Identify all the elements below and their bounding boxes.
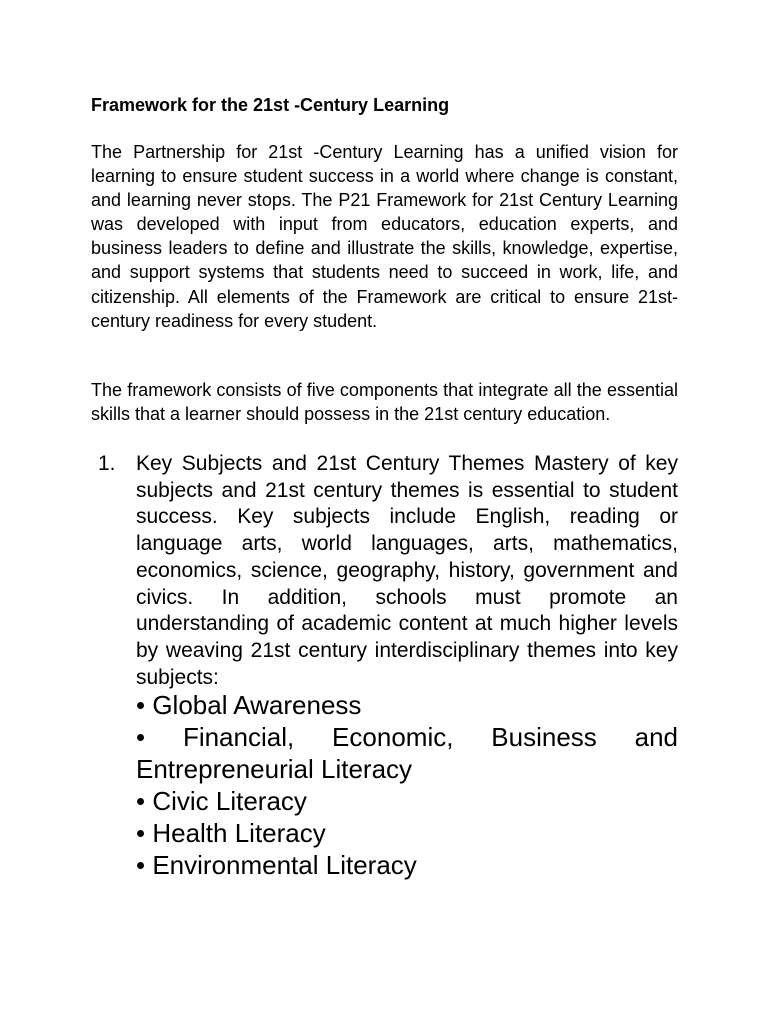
- document-title: Framework for the 21st -Century Learning: [91, 95, 450, 115]
- list-item-text: Key Subjects and 21st Century Themes Mastery of key subjects and 21st century themes is essential to student success. Key subjects include English, reading or language arts, world languages, arts, mathematics, economics, science, geography, history, government and civics. In addition, schools must promote an understanding of academic content at much higher levels by weaving 21st century interdisciplinary themes into key subjects:: [136, 452, 678, 689]
- components-list: [91, 451, 678, 691]
- themes-bullet-list: [136, 689, 678, 881]
- components-paragraph: The framework consists of five components that integrate all the essential skills that a learner should possess in the 21st century education.: [91, 380, 678, 425]
- bullet-civic-literacy: • Civic Literacy: [136, 786, 307, 816]
- bullet-environmental-literacy: • Environmental Literacy: [136, 850, 417, 880]
- bullet-financial-literacy: • Financial, Economic, Business and Entrepreneurial Literacy: [136, 722, 678, 784]
- list-item: [91, 451, 678, 691]
- bullet-global-awareness: • Global Awareness: [136, 690, 362, 720]
- list-item-number: 1.: [98, 452, 116, 475]
- bullet-health-literacy: • Health Literacy: [136, 818, 326, 848]
- intro-paragraph: The Partnership for 21st -Century Learning has a unified vision for learning to ensure student success in a world where change is constant, and learning never stops. The P21 Framework for 21st Century Learning was developed with input from educators, education experts, and business leaders to define and illustrate the skills, knowledge, expertise, and support systems that students need to succeed in work, life, and citizenship. All elements of the Framework are critical to ensure 21st-century readiness for every student.: [91, 142, 678, 331]
